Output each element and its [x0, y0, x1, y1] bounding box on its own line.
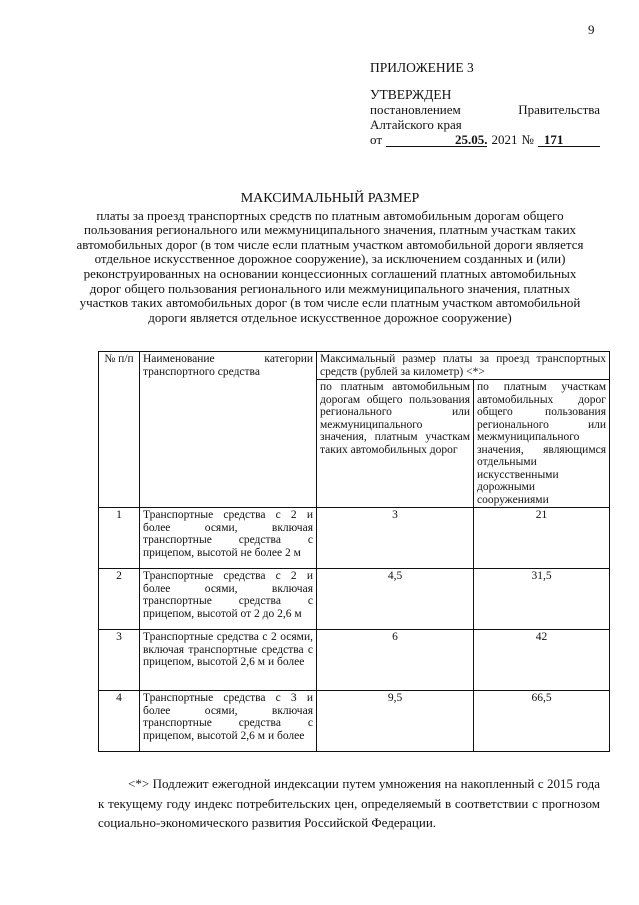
page-number: 9 — [588, 22, 595, 37]
row-fee-structures: 31,5 — [474, 569, 610, 630]
row-vehicle-category: Транспортные средства с 2 и более осями, включая транспортные средства с прицепом, высотой не более 2 м — [140, 508, 317, 569]
table-row — [99, 508, 610, 569]
date-line — [370, 132, 600, 147]
date-prefix: от — [370, 132, 383, 147]
document-title — [70, 192, 590, 325]
subheader-structures: по платным участкам автомобильных дорог общего пользования регионального или межмуниципального значения, являющимся отдельными искусственными дорожными сооружениями — [474, 380, 610, 508]
tariff-table — [98, 351, 610, 752]
row-fee-structures: 66,5 — [474, 691, 610, 752]
date-value: 25.05. — [386, 133, 487, 147]
title-body: платы за проезд транспортных средств по платным автомобильным дорогам общего пользования регионального или межмуниципального значения, платным участкам таких автомобильных дорог (в том числе если платным участком автомобильной дороги является отдельное искусственное дорожное сооружение), за исключением созданных и (или) реконструированных на основании концессионных соглашений платных автомобильных дорог общего пользования регионального или межмуниципального значения, платных участков таких автомобильных дорог (в том числе если платным участком автомобильной дороги является отдельное искусственное дорожное сооружение) — [76, 207, 584, 325]
header-max-fee: Максимальный размер платы за проезд транспортных средств (рублей за километр) <*> — [317, 352, 610, 380]
row-fee-roads: 6 — [317, 630, 474, 691]
row-number: 1 — [99, 508, 140, 569]
approved-label: УТВЕРЖДЕН — [370, 87, 452, 102]
year-value: 2021 — [491, 132, 518, 147]
row-number: 3 — [99, 630, 140, 691]
row-fee-structures: 21 — [474, 508, 610, 569]
table-header-row — [99, 352, 610, 380]
row-fee-roads: 9,5 — [317, 691, 474, 752]
row-fee-roads: 4,5 — [317, 569, 474, 630]
table-row — [99, 691, 610, 752]
appendix-label: ПРИЛОЖЕНИЕ 3 — [370, 60, 474, 75]
resolution-line — [370, 102, 600, 117]
number-sign: № — [521, 132, 534, 147]
row-vehicle-category: Транспортные средства с 2 и более осями, включая транспортные средства с прицепом, высотой от 2 до 2,6 м — [140, 569, 317, 630]
region-line: Алтайского края — [370, 117, 462, 132]
government-word: Правительства — [518, 102, 600, 117]
row-number: 4 — [99, 691, 140, 752]
header-vehicle-category: Наименование категории транспортного средства — [140, 352, 317, 508]
resolution-number: 171 — [538, 133, 600, 147]
approval-stamp — [370, 60, 600, 147]
table-row — [99, 569, 610, 630]
row-vehicle-category: Транспортные средства с 2 осями, включая транспортные средства с прицепом, высотой 2,6 м и более — [140, 630, 317, 691]
row-number: 2 — [99, 569, 140, 630]
row-fee-roads: 3 — [317, 508, 474, 569]
footnote: <*> Подлежит ежегодной индексации путем умножения на накопленный с 2015 года к текущему году индекс потребительских цен, определяемый в соответствии с прогнозом социально-экономического развития Российской Федерации. — [98, 776, 600, 830]
row-vehicle-category: Транспортные средства с 3 и более осями, включая транспортные средства с прицепом, высотой 2,6 м и более — [140, 691, 317, 752]
title-heading: МАКСИМАЛЬНЫЙ РАЗМЕР — [240, 191, 420, 206]
row-fee-structures: 42 — [474, 630, 610, 691]
table-row — [99, 630, 610, 691]
resolution-word: постановлением — [370, 102, 461, 117]
subheader-roads: по платным автомобильным дорогам общего пользования регионального или межмуниципального значения, платным участкам таких автомобильных дорог — [317, 380, 474, 508]
header-number: № п/п — [99, 352, 140, 508]
